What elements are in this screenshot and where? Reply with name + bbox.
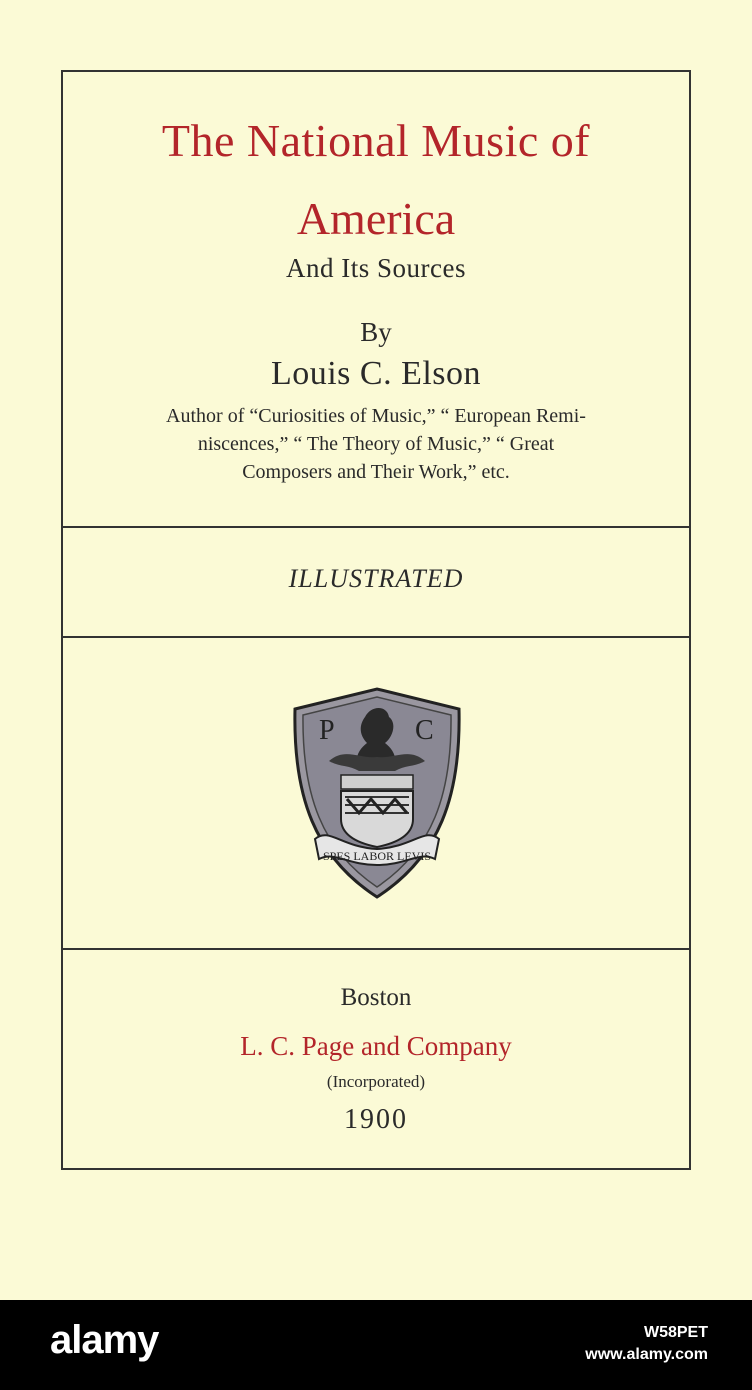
author-works-line-2: niscences,” “ The Theory of Music,” “ Great: [197, 433, 555, 455]
divider-1: [63, 526, 689, 528]
publisher-crest-icon: [289, 687, 465, 901]
title-page-frame: [61, 70, 691, 1170]
author-works-line-1: Author of “Curiosities of Music,” “ European Remi-: [166, 405, 586, 427]
author-works: [63, 402, 689, 486]
svg-text:C: C: [415, 715, 434, 746]
divider-2: [63, 636, 689, 638]
illustrated-label: ILLUSTRATED: [288, 564, 464, 593]
book-title-line-2: America: [296, 193, 456, 244]
watermark-logo: alamy: [50, 1318, 159, 1362]
publisher-city: Boston: [340, 984, 412, 1011]
author-works-line-3: Composers and Their Work,” etc.: [242, 461, 510, 483]
watermark-site: www.alamy.com: [585, 1346, 708, 1363]
watermark-footer: [0, 1300, 752, 1390]
divider-3: [63, 948, 689, 950]
crest-motto: SPES LABOR LEVIS: [322, 849, 432, 863]
author-name: Louis C. Elson: [270, 355, 482, 392]
watermark-info: [585, 1322, 708, 1366]
book-title-line-1: The National Music of: [161, 115, 591, 166]
svg-text:P: P: [319, 715, 335, 746]
publication-year: 1900: [344, 1104, 408, 1135]
incorporated-label: (Incorporated): [326, 1072, 426, 1091]
watermark-image-id: W58PET: [643, 1324, 708, 1341]
book-subtitle: And Its Sources: [286, 253, 466, 283]
publisher-name: L. C. Page and Company: [240, 1031, 512, 1061]
by-label: By: [360, 317, 392, 347]
